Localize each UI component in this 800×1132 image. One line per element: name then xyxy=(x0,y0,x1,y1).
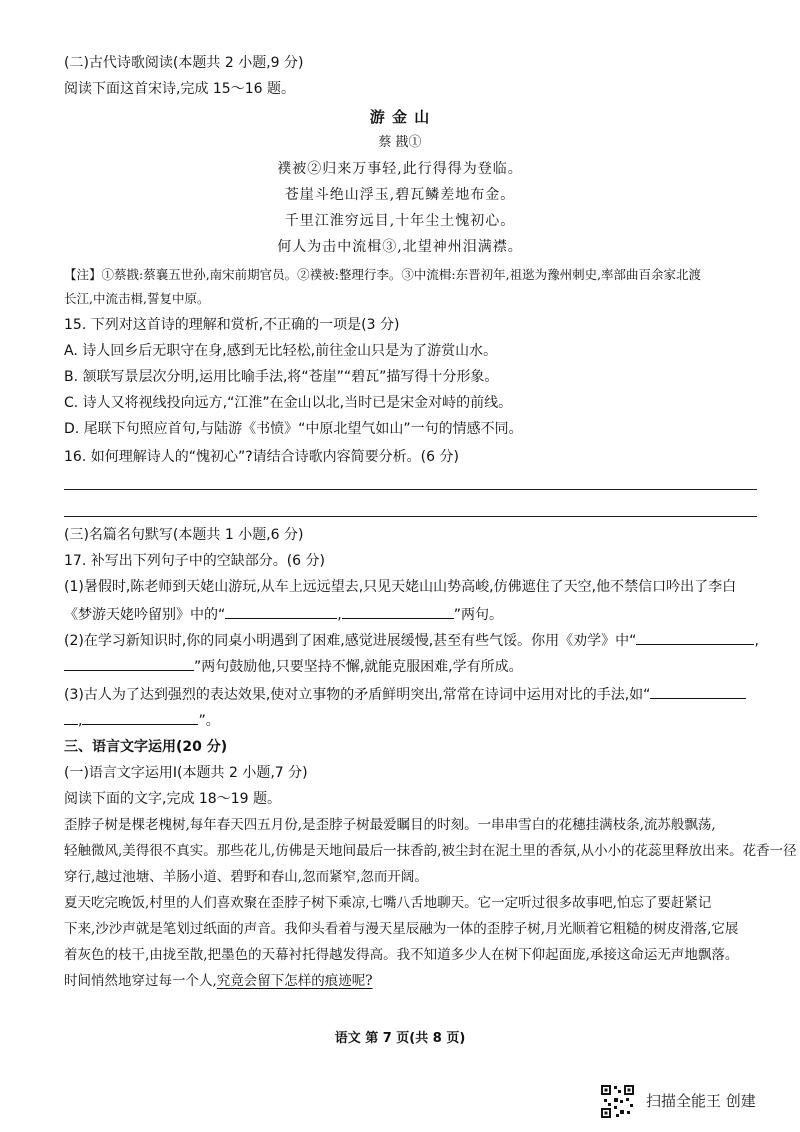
blank-suffix: ”。 xyxy=(198,713,220,729)
section2-instruction: 阅读下面这首宋诗,完成 15～16 题。 xyxy=(64,81,295,97)
blank-separator: , xyxy=(754,633,759,649)
part3-text: (3)古人为了达到强烈的表达效果,使对立事物的矛盾鲜明突出,常常在诗词中运用对比的手法,如“ xyxy=(64,687,651,703)
scanner-brand-label: 扫描全能王 创建 xyxy=(646,1092,756,1110)
fill-blank[interactable] xyxy=(650,684,746,699)
question-17-part2 xyxy=(64,630,759,650)
part3-heading: 三、语言文字运用(20 分) xyxy=(64,739,228,755)
question-17-part3 xyxy=(64,684,746,704)
poem-line: 千里江淮穷远目,十年尘土愧初心。 xyxy=(284,213,516,229)
passage-text: 时间悄然地穿过每一个人, xyxy=(64,973,217,989)
question-17-stem: 17. 补写出下列句子中的空缺部分。(6 分) xyxy=(64,553,325,569)
question-17-part3-cont xyxy=(64,710,220,730)
passage-line: 歪脖子树是棵老槐树,每年春天四五月份,是歪脖子树最爱瞩目的时刻。一串串雪白的花穗挂满枝条,流苏般飘荡, xyxy=(64,817,716,833)
question-16-stem: 16. 如何理解诗人的“愧初心”?请结合诗歌内容简要分析。(6 分) xyxy=(64,449,459,465)
poem-line: 苍崖斗绝山浮玉,碧瓦鳞差地布金。 xyxy=(284,187,516,203)
poem-note-cont: 长江,中流击楫,誓复中原。 xyxy=(64,291,210,306)
question-15-option-d: D. 尾联下句照应首句,与陆游《书愤》“中原北望气如山”一句的情感不同。 xyxy=(64,421,523,437)
passage-line: 下来,沙沙声就是笔划过纸面的声音。我仰头看着与漫天星辰融为一体的歪脖子树,月光顺着它粗糙的树皮滑落,它展 xyxy=(64,921,739,937)
question-15-option-b: B. 颔联写景层次分明,运用比喻手法,将“苍崖”“碧瓦”描写得十分形象。 xyxy=(64,369,499,385)
blank-prefix: 《梦游天姥吟留别》中的“ xyxy=(64,607,226,623)
section3-heading: (三)名篇名句默写(本题共 1 小题,6 分) xyxy=(64,527,304,543)
question-15-stem: 15. 下列对这首诗的理解和赏析,不正确的一项是(3 分) xyxy=(64,317,400,333)
qr-code-icon xyxy=(600,1084,635,1119)
question-17-part1: (1)暑假时,陈老师到天姥山游玩,从车上远远望去,只见天姥山山势高峻,仿佛遮住了天空,他不禁信口吟出了李白 xyxy=(64,579,737,595)
part2-text: (2)在学习新知识时,你的同桌小明遇到了困难,感觉进展缓慢,甚至有些气馁。你用《劝学》中“ xyxy=(64,633,637,649)
part3-instruction: 阅读下面的文字,完成 18～19 题。 xyxy=(64,791,281,807)
poem-note: 【注】①蔡戡:蔡襄五世孙,南宋前期官员。②襆被:整理行李。③中流楫:东晋初年,祖逖为豫州刺史,率部曲百余家北渡 xyxy=(64,267,702,282)
fill-blank[interactable] xyxy=(64,656,194,671)
part3-sub-heading: (一)语言文字运用Ⅰ(本题共 2 小题,7 分) xyxy=(64,765,308,781)
poem-author: 蔡 戡① xyxy=(378,135,422,150)
question-17-part1-cont xyxy=(64,604,503,624)
question-17-part2-cont xyxy=(64,656,523,676)
passage-line: 夏天吃完晚饭,村里的人们喜欢聚在歪脖子树下乘凉,七嘴八舌地聊天。它一定听过很多故事吧,怕忘了要赶紧记 xyxy=(64,895,712,911)
poem-line: 何人为击中流楫③,北望神州泪满襟。 xyxy=(277,239,523,255)
section2-heading: (二)古代诗歌阅读(本题共 2 小题,9 分) xyxy=(64,55,304,71)
answer-line[interactable] xyxy=(64,489,757,490)
passage-line: 着灰色的枝干,由拢至散,把墨色的天幕衬托得越发得高。我不知道多少人在树下仰起面庞,承接这命运无声地飘落。 xyxy=(64,947,739,963)
page-footer: 语文 第 7 页(共 8 页) xyxy=(334,1031,466,1046)
poem-line: 襆被②归来万事轻,此行得得为登临。 xyxy=(277,161,523,177)
underlined-sentence: 究竟会留下怎样的痕迹呢? xyxy=(216,973,373,989)
fill-blank[interactable] xyxy=(342,604,454,619)
question-15-option-a: A. 诗人回乡后无职守在身,感到无比轻松,前往金山只是为了游赏山水。 xyxy=(64,343,498,359)
poem-title: 游 金 山 xyxy=(369,108,431,126)
passage-line xyxy=(64,972,373,990)
part2-text-cont: ”两句鼓励他,只要坚持不懈,就能克服困难,学有所成。 xyxy=(194,659,523,675)
fill-blank[interactable] xyxy=(82,710,198,725)
fill-blank[interactable] xyxy=(636,630,754,645)
passage-line: 穿行,越过池塘、羊肠小道、碧野和春山,忽而紧窄,忽而开阔。 xyxy=(64,869,428,885)
question-15-option-c: C. 诗人又将视线投向远方,“江淮”在金山以北,当时已是宋金对峙的前线。 xyxy=(64,395,513,411)
blank-separator: , xyxy=(337,607,342,623)
blank-suffix: ”两句。 xyxy=(453,607,503,623)
fill-blank[interactable] xyxy=(64,710,78,725)
fill-blank[interactable] xyxy=(225,604,337,619)
answer-line[interactable] xyxy=(64,516,757,517)
passage-line: 轻触微风,美得很不真实。那些花儿,仿佛是天地间最后一抹香韵,被尘封在泥土里的香氛,从小小的花蕊里释放出来。花香一径 xyxy=(64,843,797,859)
blank-separator: , xyxy=(78,713,83,729)
